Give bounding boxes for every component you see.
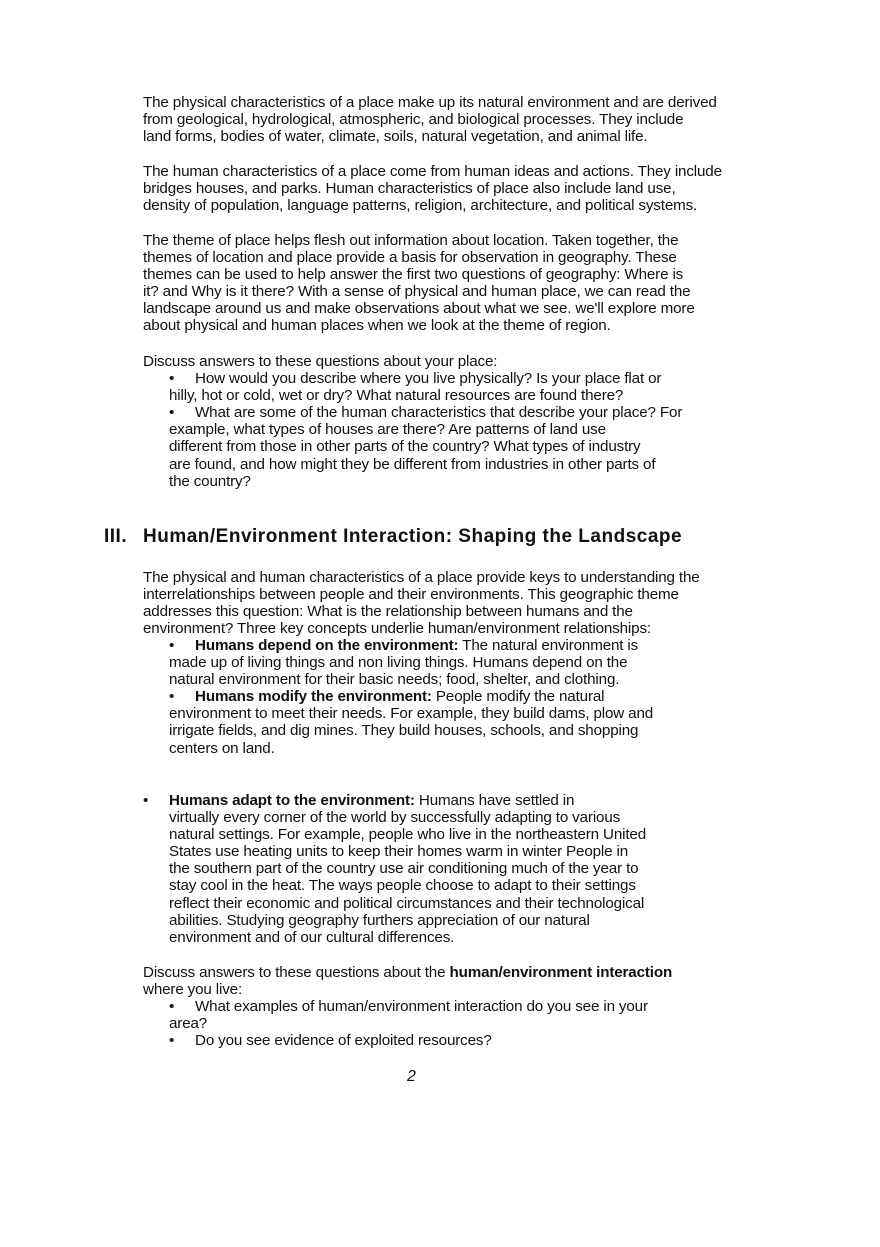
text-line: the southern part of the country use air conditioning much of the year to [169,860,639,878]
text-line: it? and Why is it there? With a sense of physical and human place, we can read the [143,283,691,301]
text-line: The theme of place helps flesh out information about location. Taken together, the [143,232,679,249]
bullet: • [169,637,175,654]
list-item: • What examples of human/environment interaction do you see in your [169,998,648,1016]
section-number: III. [104,526,128,547]
list-item-depend: • Humans depend on the environment: The natural environment is [169,637,639,654]
text-line: reflect their economic and political circumstances and their technological [169,894,645,912]
text-line: interrelationships between people and their environments. This geographic theme [143,586,679,604]
bullet: • [143,792,149,809]
text-line: natural environment for their basic needs; food, shelter, and clothing. [169,671,620,689]
text-line: centers on land. [169,739,275,757]
human-characteristics-paragraph [143,163,793,214]
text-line: about physical and human places when we look at the theme of region. [143,317,611,335]
text-line: bridges houses, and parks. Human characteristics of place also include land use, [143,180,676,198]
page-number: 2 [407,1068,416,1085]
text-line: The physical and human characteristics of a place provide keys to understanding the [143,569,700,586]
text-line: themes can be used to help answer the first two questions of geography: Where is [143,266,684,284]
concept-term: Humans modify the environment: [195,688,432,706]
list-item: • How would you describe where you live physically? Is your place flat or [169,370,662,388]
list-item: • What are some of the human characteristics that describe your place? For [169,404,683,422]
adapt-concept [143,792,793,946]
text-line: landscape around us and make observations about what we see. we'll explore more [143,300,695,318]
text-line: the country? [169,472,251,490]
discussion-intro: Discuss answers to these questions about the human/environment interaction [143,964,673,981]
place-discussion-questions [143,353,793,490]
bullet: • [169,404,175,422]
text-line: natural settings. For example, people who live in the northeastern United [169,826,647,844]
text-line: virtually every corner of the world by successfully adapting to various [169,809,621,827]
text-line: stay cool in the heat. The ways people choose to adapt to their settings [169,877,636,895]
text-line: environment to meet their needs. For example, they build dams, plow and [169,705,654,723]
text-line: abilities. Studying geography furthers appreciation of our natural [169,911,590,929]
text-line: environment? Three key concepts underlie human/environment relationships: [143,620,651,638]
text-line: from geological, hydrological, atmospheric, and biological processes. They include [143,111,684,129]
text-line: density of population, language patterns, religion, architecture, and political systems. [143,197,698,215]
text-line: where you live: [143,981,243,999]
text-line: irrigate fields, and dig mines. They build houses, schools, and shopping [169,722,639,740]
text-line: area? [169,1015,208,1033]
text-line: land forms, bodies of water, climate, soils, natural vegetation, and animal life. [143,128,648,146]
concept-term: Humans depend on the environment: [195,637,459,654]
list-item: • Do you see evidence of exploited resources? [169,1032,492,1050]
text-line: made up of living things and non living things. Humans depend on the [169,654,628,672]
text-line: themes of location and place provide a basis for observation in geography. These [143,249,677,267]
key-concepts-list [143,637,793,757]
physical-characteristics-paragraph [143,94,793,145]
bullet: • [169,1032,175,1050]
bullet: • [169,688,175,706]
text-line: hilly, hot or cold, wet or dry? What natural resources are found there? [169,387,624,405]
text-line: The human characteristics of a place come from human ideas and actions. They include [143,163,722,180]
discussion-intro: Discuss answers to these questions about your place: [143,353,498,370]
text-line: environment and of our cultural differences. [169,928,455,946]
interaction-intro-paragraph [143,569,793,637]
bullet: • [169,998,175,1016]
text-line: different from those in other parts of the country? What types of industry [169,438,641,456]
theme-of-place-paragraph [143,232,793,335]
text-line: States use heating units to keep their homes warm in winter People in [169,843,629,861]
concept-term: Humans adapt to the environment: [169,792,415,809]
text-line: are found, and how might they be different from industries in other parts of [169,455,656,473]
list-item-modify: • Humans modify the environment: People modify the natural [169,688,605,706]
bullet: • [169,370,175,388]
text-line: The physical characteristics of a place make up its natural environment and are derived [143,94,717,111]
interaction-discussion-questions [143,964,793,1049]
section-title: Human/Environment Interaction: Shaping the Landscape [143,526,683,547]
list-item-adapt: • Humans adapt to the environment: Humans have settled in [143,792,575,809]
section-heading [104,526,682,548]
text-line: example, what types of houses are there? Are patterns of land use [169,421,606,439]
text-line: addresses this question: What is the relationship between humans and the [143,603,633,621]
